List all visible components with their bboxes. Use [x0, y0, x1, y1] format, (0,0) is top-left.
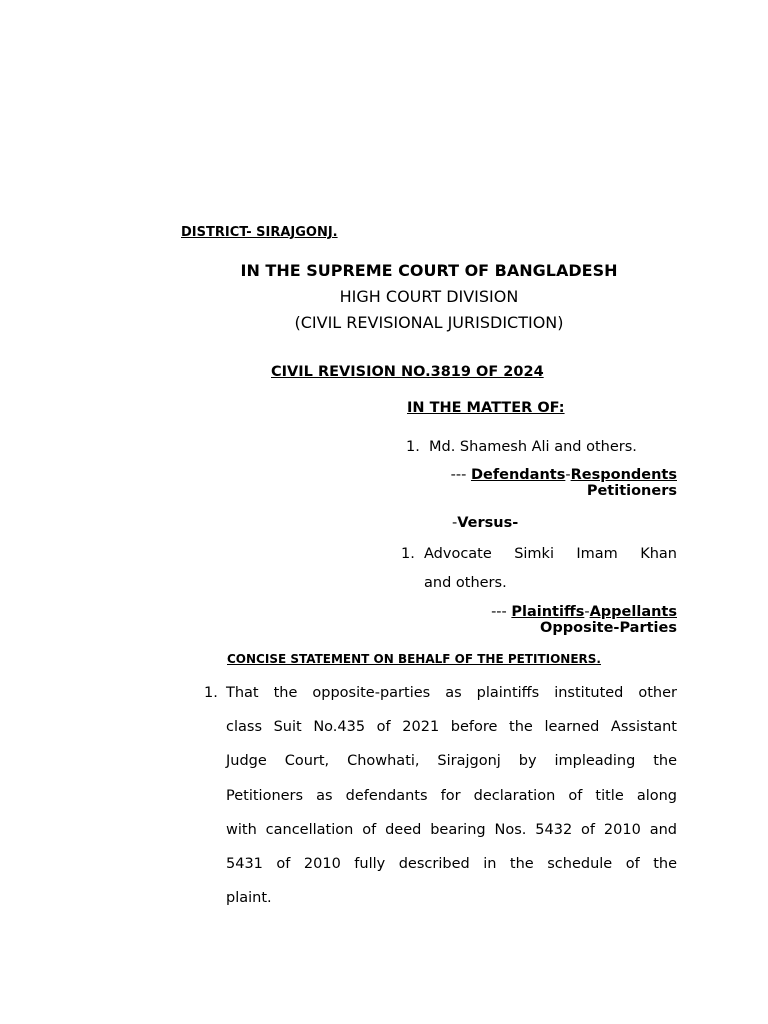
- court-division: HIGH COURT DIVISION: [339, 287, 519, 306]
- role-separator: -: [565, 467, 571, 483]
- paragraph-line: 5431 of 2010 fully described in the schedule of the: [226, 856, 677, 872]
- matter-heading: IN THE MATTER OF:: [407, 400, 565, 416]
- paragraph-line: Petitioners as defendants for declaration of title along: [226, 788, 677, 804]
- jurisdiction: (CIVIL REVISIONAL JURISDICTION): [294, 313, 564, 332]
- role-appellants: Appellants: [589, 604, 677, 620]
- role-separator: -: [584, 604, 590, 620]
- paragraph-number: 1.: [204, 685, 218, 701]
- petitioner-list-number: 1.: [406, 439, 420, 455]
- opposite-party-list-number: 1.: [401, 546, 415, 562]
- court-title: IN THE SUPREME COURT OF BANGLADESH: [240, 261, 618, 280]
- opposite-party-role: [491, 604, 677, 620]
- role-respondents: Respondents: [570, 467, 677, 483]
- petitioner-role-line2: Petitioners: [586, 483, 677, 499]
- district-heading: DISTRICT- SIRAJGONJ.: [181, 225, 338, 240]
- role-plaintiffs: Plaintiffs: [511, 604, 585, 620]
- paragraph-line: class Suit No.435 of 2021 before the learned Assistant: [226, 719, 677, 735]
- opposite-party-name-line1: Advocate Simki Imam Khan: [424, 546, 677, 562]
- versus-text: Versus-: [457, 515, 519, 531]
- role-prefix: ---: [450, 467, 467, 483]
- case-number: CIVIL REVISION NO.3819 OF 2024: [271, 364, 544, 380]
- paragraph-line: with cancellation of deed bearing Nos. 5432 of 2010 and: [226, 822, 677, 838]
- versus-label: [452, 515, 518, 531]
- role-prefix: ---: [491, 604, 507, 620]
- paragraph-line: Judge Court, Chowhati, Sirajgonj by impleading the: [226, 753, 677, 769]
- paragraph-line: plaint.: [226, 890, 272, 906]
- role-defendants: Defendants: [470, 467, 566, 483]
- opposite-party-name-line2: and others.: [424, 575, 507, 591]
- petitioner-role: [451, 467, 677, 483]
- statement-heading: CONCISE STATEMENT ON BEHALF OF THE PETITIONERS.: [227, 652, 601, 666]
- paragraph-line: That the opposite-parties as plaintiffs instituted other: [226, 685, 677, 701]
- versus-prefix: -: [452, 515, 458, 531]
- opposite-party-role-line2: Opposite-Parties: [540, 620, 677, 636]
- petitioner-name: Md. Shamesh Ali and others.: [429, 439, 637, 455]
